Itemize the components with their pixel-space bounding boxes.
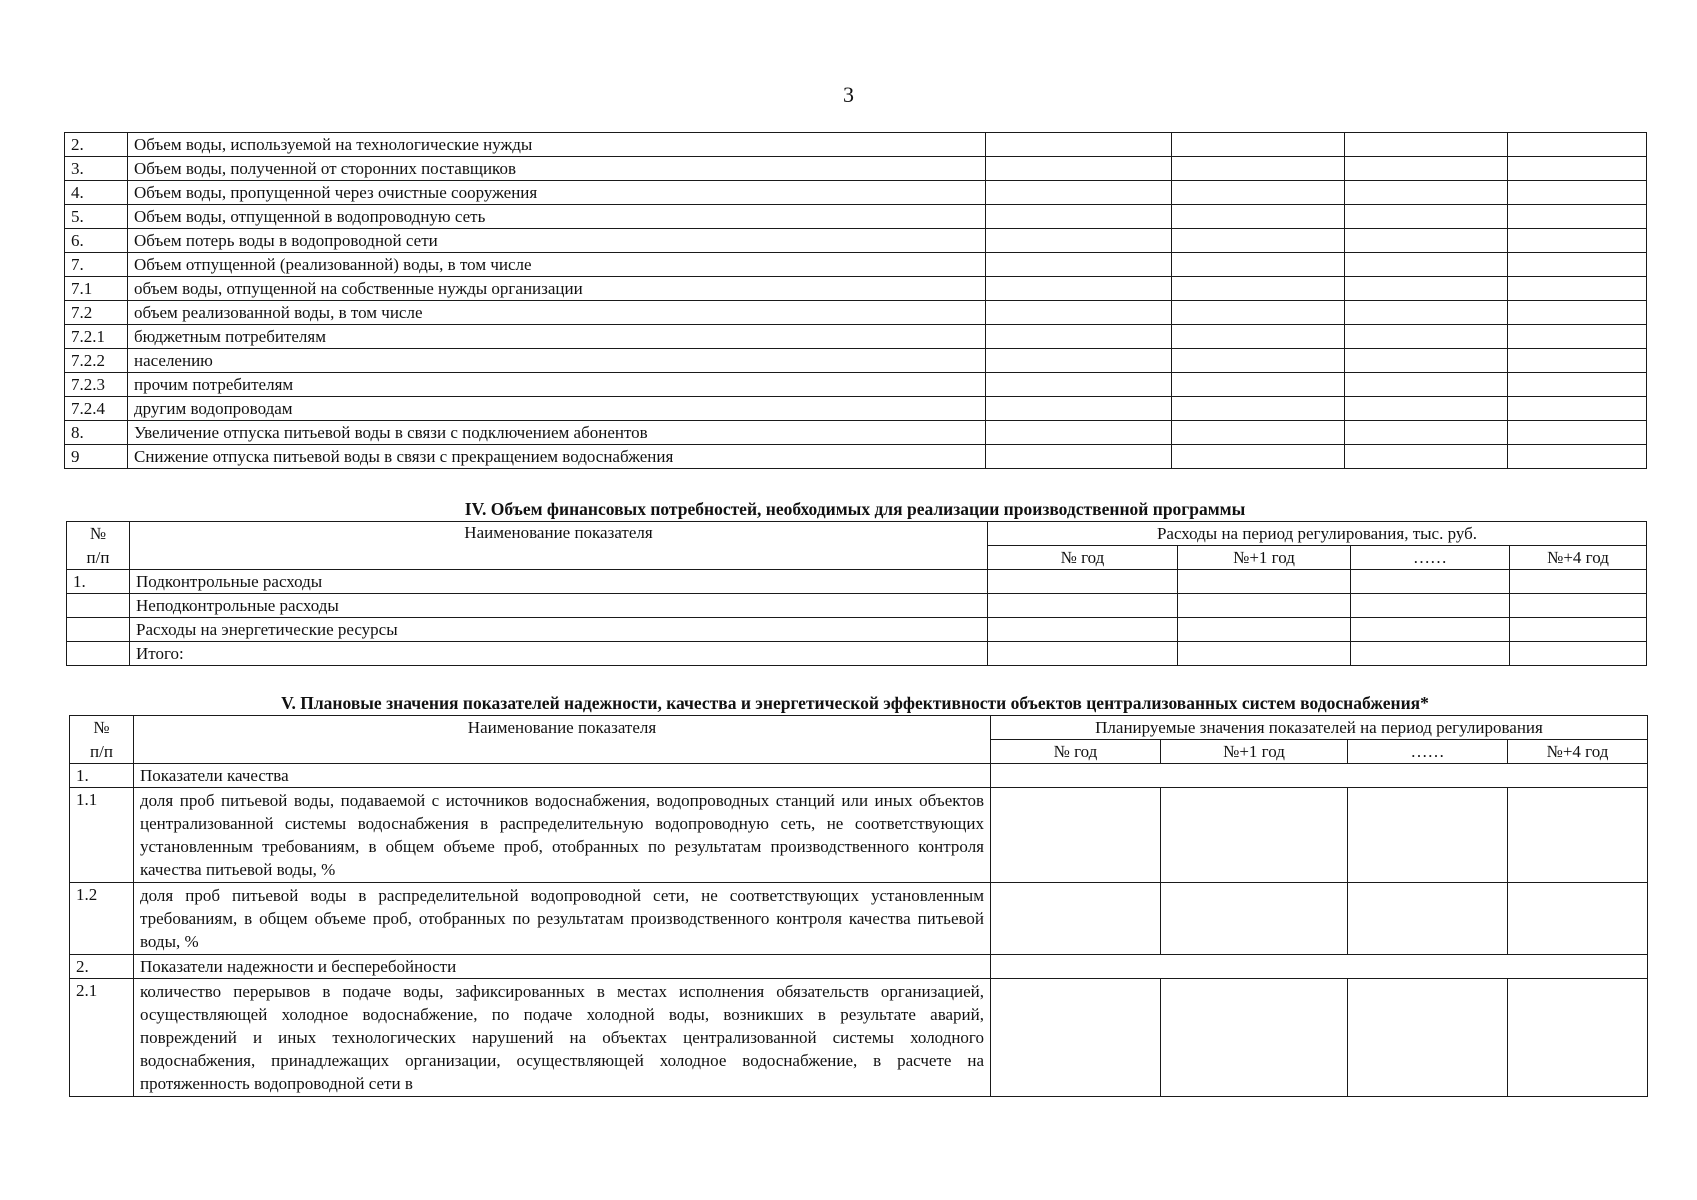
value-cell[interactable]	[1508, 253, 1647, 277]
group-blank-cell	[991, 955, 1648, 979]
value-cell[interactable]	[1345, 205, 1508, 229]
value-cell[interactable]	[1348, 979, 1508, 1097]
value-cell[interactable]	[1161, 883, 1348, 955]
value-cell[interactable]	[1508, 979, 1648, 1097]
value-cell[interactable]	[1508, 883, 1648, 955]
indicator-name: другим водопроводам	[128, 397, 986, 421]
value-cell[interactable]	[1172, 133, 1345, 157]
value-cell[interactable]	[1345, 421, 1508, 445]
table-row	[65, 373, 1647, 397]
table-row	[65, 325, 1647, 349]
table-row	[65, 229, 1647, 253]
value-cell[interactable]	[1345, 229, 1508, 253]
value-cell[interactable]	[1178, 618, 1351, 642]
value-cell[interactable]	[986, 349, 1172, 373]
indicator-name: Объем отпущенной (реализованной) воды, в том числе	[128, 253, 986, 277]
indicator-name: доля проб питьевой воды в распределительной водопроводной сети, не соответствующих установленным требованиям, в общем объеме проб, отобранных по результатам производственного контроля качества питьевой воды, %	[134, 883, 991, 955]
value-cell[interactable]	[1348, 883, 1508, 955]
value-cell[interactable]	[986, 301, 1172, 325]
value-cell[interactable]	[1172, 277, 1345, 301]
row-number: 1.	[70, 764, 134, 788]
indicator-name: бюджетным потребителям	[128, 325, 986, 349]
indicator-name: объем реализованной воды, в том числе	[128, 301, 986, 325]
indicator-name: Объем воды, пропущенной через очистные сооружения	[128, 181, 986, 205]
value-cell[interactable]	[1345, 445, 1508, 469]
value-cell[interactable]	[991, 979, 1161, 1097]
value-cell[interactable]	[1508, 349, 1647, 373]
value-cell[interactable]	[1172, 373, 1345, 397]
table-row	[65, 301, 1647, 325]
row-number: 1.2	[70, 883, 134, 955]
row-number: 7.2.3	[65, 373, 128, 397]
table-row	[65, 181, 1647, 205]
indicator-name: доля проб питьевой воды, подаваемой с источников водоснабжения, водопроводных станций или иных объектов централизованной системы водоснабжения в распределительную водопроводную сеть, не соответствующих установленным требованиям, в общем объеме проб, отобранных по результатам производственного контроля качества питьевой воды, %	[134, 788, 991, 883]
value-cell[interactable]	[1351, 618, 1510, 642]
value-cell[interactable]	[986, 445, 1172, 469]
year-header: ……	[1351, 546, 1510, 570]
value-cell[interactable]	[1172, 253, 1345, 277]
value-cell[interactable]	[1508, 788, 1648, 883]
value-cell[interactable]	[1508, 301, 1647, 325]
row-number: 7.	[65, 253, 128, 277]
table-row	[65, 253, 1647, 277]
table-row	[70, 788, 1648, 883]
value-cell[interactable]	[991, 788, 1161, 883]
indicator-name: Объем воды, отпущенной в водопроводную сеть	[128, 205, 986, 229]
table-row	[67, 570, 1647, 594]
row-number: 7.2	[65, 301, 128, 325]
indicator-name: Расходы на энергетические ресурсы	[130, 618, 988, 642]
num-header-bottom: п/п	[67, 546, 130, 570]
value-cell[interactable]	[1345, 349, 1508, 373]
water-volume-table	[64, 132, 1647, 469]
value-cell[interactable]	[986, 253, 1172, 277]
year-header: № год	[991, 740, 1161, 764]
num-header-top: №	[70, 716, 134, 740]
table-row	[65, 445, 1647, 469]
row-number: 9	[65, 445, 128, 469]
table-row	[70, 883, 1648, 955]
row-number	[67, 642, 130, 666]
table-row	[70, 764, 1648, 788]
group-blank-cell	[991, 764, 1648, 788]
value-cell[interactable]	[1345, 157, 1508, 181]
value-cell[interactable]	[1178, 642, 1351, 666]
indicator-name: Подконтрольные расходы	[130, 570, 988, 594]
planned-indicators-table	[69, 715, 1648, 1097]
num-header-bottom: п/п	[70, 740, 134, 764]
value-cell[interactable]	[1508, 133, 1647, 157]
value-cell[interactable]	[986, 181, 1172, 205]
indicator-name: Итого:	[130, 642, 988, 666]
indicator-name: Неподконтрольные расходы	[130, 594, 988, 618]
row-number: 7.1	[65, 277, 128, 301]
value-cell[interactable]	[1172, 229, 1345, 253]
value-cell[interactable]	[1345, 253, 1508, 277]
planned-values-group-header: Планируемые значения показателей на период регулирования	[991, 716, 1648, 740]
value-cell[interactable]	[986, 421, 1172, 445]
num-header-top: №	[67, 522, 130, 546]
value-cell[interactable]	[1508, 229, 1647, 253]
value-cell[interactable]	[986, 373, 1172, 397]
row-number: 7.2.1	[65, 325, 128, 349]
financial-needs-table	[66, 521, 1647, 666]
value-cell[interactable]	[1345, 325, 1508, 349]
indicator-name: объем воды, отпущенной на собственные нужды организации	[128, 277, 986, 301]
value-cell[interactable]	[1345, 397, 1508, 421]
value-cell[interactable]	[1348, 788, 1508, 883]
value-cell[interactable]	[1345, 301, 1508, 325]
page-number: 3	[843, 82, 854, 107]
row-number: 1.1	[70, 788, 134, 883]
value-cell[interactable]	[1345, 133, 1508, 157]
name-header: Наименование показателя	[130, 522, 988, 570]
table-row	[65, 349, 1647, 373]
expenses-group-header: Расходы на период регулирования, тыс. руб.	[988, 522, 1647, 546]
indicator-group-name: Показатели качества	[134, 764, 991, 788]
year-header: №+4 год	[1510, 546, 1647, 570]
table-row	[70, 979, 1648, 1097]
indicator-name: количество перерывов в подаче воды, зафиксированных в местах исполнения обязательств организацией, осуществляющей холодное водоснабжение, по подаче холодной воды, возникших в результате аварий, повреждений и иных технологических нарушений на объектах централизованной системы холодного водоснабжения, принадлежащих организации, осуществляющей холодное водоснабжение, в расчете на протяженность водопроводной сети в	[134, 979, 991, 1097]
table-row	[70, 955, 1648, 979]
table-header-row	[67, 522, 1647, 546]
value-cell[interactable]	[991, 883, 1161, 955]
table-row	[67, 642, 1647, 666]
indicator-group-name: Показатели надежности и бесперебойности	[134, 955, 991, 979]
indicator-name: Объем потерь воды в водопроводной сети	[128, 229, 986, 253]
section-4-title: IV. Объем финансовых потребностей, необходимых для реализации производственной программы	[464, 499, 1246, 519]
value-cell[interactable]	[986, 133, 1172, 157]
value-cell[interactable]	[1508, 421, 1647, 445]
row-number: 8.	[65, 421, 128, 445]
row-number: 2.1	[70, 979, 134, 1097]
table-header-row	[70, 716, 1648, 740]
value-cell[interactable]	[1172, 181, 1345, 205]
value-cell[interactable]	[1351, 642, 1510, 666]
value-cell[interactable]	[1172, 397, 1345, 421]
indicator-name: Снижение отпуска питьевой воды в связи с прекращением водоснабжения	[128, 445, 986, 469]
section-5-title: V. Плановые значения показателей надежности, качества и энергетической эффективности объектов централизованных систем водоснабжения*	[281, 693, 1429, 713]
value-cell[interactable]	[1161, 788, 1348, 883]
value-cell[interactable]	[1345, 181, 1508, 205]
value-cell[interactable]	[1508, 277, 1647, 301]
year-header: № год	[988, 546, 1178, 570]
value-cell[interactable]	[1510, 570, 1647, 594]
year-header: ……	[1348, 740, 1508, 764]
value-cell[interactable]	[1510, 642, 1647, 666]
value-cell[interactable]	[1172, 205, 1345, 229]
table-row	[67, 594, 1647, 618]
value-cell[interactable]	[1510, 594, 1647, 618]
value-cell[interactable]	[1172, 301, 1345, 325]
value-cell[interactable]	[1510, 618, 1647, 642]
indicator-name: Объем воды, полученной от сторонних поставщиков	[128, 157, 986, 181]
value-cell[interactable]	[1172, 157, 1345, 181]
table-row	[65, 157, 1647, 181]
table-row	[65, 397, 1647, 421]
value-cell[interactable]	[986, 157, 1172, 181]
row-number: 3.	[65, 157, 128, 181]
table-row	[67, 618, 1647, 642]
year-header: №+1 год	[1161, 740, 1348, 764]
row-number: 5.	[65, 205, 128, 229]
value-cell[interactable]	[1172, 421, 1345, 445]
table-row	[65, 205, 1647, 229]
year-header: №+4 год	[1508, 740, 1648, 764]
value-cell[interactable]	[1508, 325, 1647, 349]
value-cell[interactable]	[988, 570, 1178, 594]
row-number: 4.	[65, 181, 128, 205]
value-cell[interactable]	[986, 277, 1172, 301]
indicator-name: Объем воды, используемой на технологические нужды	[128, 133, 986, 157]
value-cell[interactable]	[988, 618, 1178, 642]
value-cell[interactable]	[1161, 979, 1348, 1097]
value-cell[interactable]	[988, 642, 1178, 666]
value-cell[interactable]	[1508, 445, 1647, 469]
value-cell[interactable]	[1351, 570, 1510, 594]
table-row	[65, 421, 1647, 445]
value-cell[interactable]	[986, 229, 1172, 253]
year-header: №+1 год	[1178, 546, 1351, 570]
value-cell[interactable]	[1172, 349, 1345, 373]
value-cell[interactable]	[1172, 325, 1345, 349]
row-number	[67, 618, 130, 642]
table-row	[65, 133, 1647, 157]
value-cell[interactable]	[1508, 181, 1647, 205]
indicator-name: Увеличение отпуска питьевой воды в связи с подключением абонентов	[128, 421, 986, 445]
value-cell[interactable]	[1508, 205, 1647, 229]
row-number: 2.	[65, 133, 128, 157]
value-cell[interactable]	[986, 397, 1172, 421]
value-cell[interactable]	[1178, 594, 1351, 618]
indicator-name: прочим потребителям	[128, 373, 986, 397]
value-cell[interactable]	[988, 594, 1178, 618]
row-number: 1.	[67, 570, 130, 594]
value-cell[interactable]	[1508, 373, 1647, 397]
row-number: 2.	[70, 955, 134, 979]
value-cell[interactable]	[986, 205, 1172, 229]
table-row	[65, 277, 1647, 301]
value-cell[interactable]	[1508, 397, 1647, 421]
row-number: 7.2.2	[65, 349, 128, 373]
name-header: Наименование показателя	[134, 716, 991, 764]
indicator-name: населению	[128, 349, 986, 373]
value-cell[interactable]	[1178, 570, 1351, 594]
value-cell[interactable]	[1351, 594, 1510, 618]
row-number: 7.2.4	[65, 397, 128, 421]
value-cell[interactable]	[1172, 445, 1345, 469]
row-number	[67, 594, 130, 618]
row-number: 6.	[65, 229, 128, 253]
value-cell[interactable]	[986, 325, 1172, 349]
value-cell[interactable]	[1508, 157, 1647, 181]
value-cell[interactable]	[1345, 373, 1508, 397]
value-cell[interactable]	[1345, 277, 1508, 301]
